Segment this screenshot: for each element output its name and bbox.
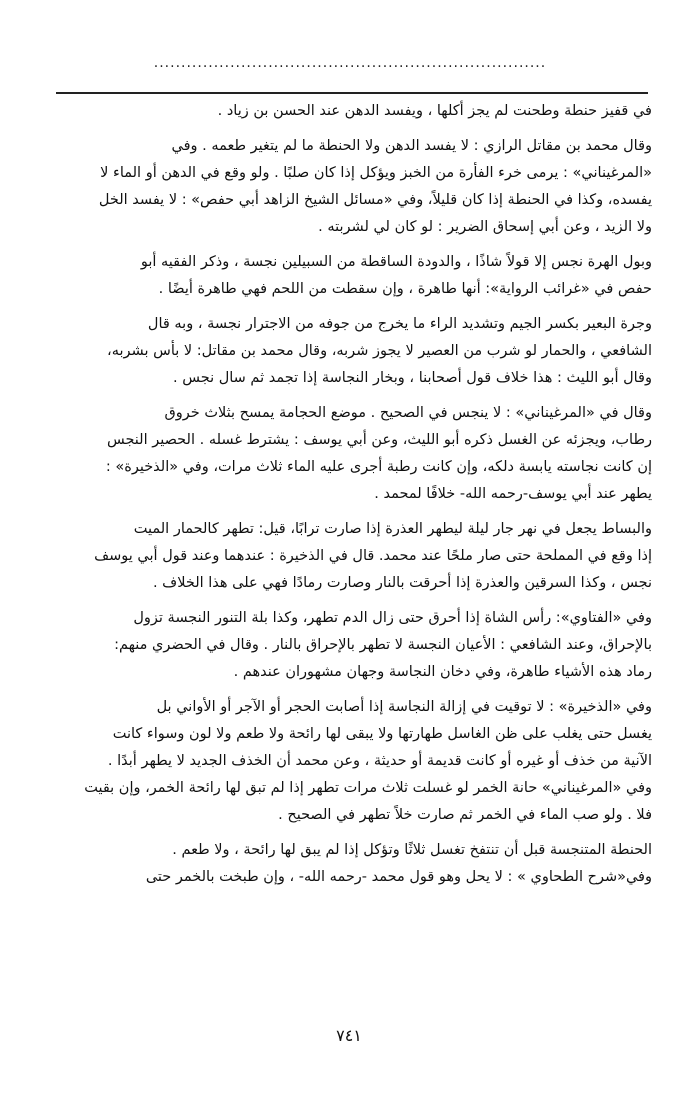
text-line: حفص في «غرائب الرواية»: أنها طاهرة ، وإن سقطت من اللحم فهي طاهرة أيضًا .	[158, 281, 652, 297]
paragraph	[48, 311, 652, 392]
text-line: رماد هذه الأشياء طاهرة، وفي دخان النجاسة وجهان مشهوران عندهم .	[233, 664, 652, 680]
text-line: الحنطة المتنجسة قبل أن تنتفخ تغسل ثلاثًا وتؤكل إذا لم يبق لها رائحة ، ولا طعم .	[172, 842, 652, 858]
text-line: ولا الزيد ، وعن أبي إسحاق الضرير : لو كان لي لشربته .	[318, 219, 652, 235]
text-line: وفي «المرغيناني» حانة الخمر لو غسلت ثلاث مرات تطهر إذا لم تبق لها رائحة الخمر، وإن بقيت	[84, 780, 652, 796]
text-line: وجرة البعير بكسر الجيم وتشديد الراء ما يخرج من جوفه من الاجترار نجسة ، وبه قال	[147, 316, 652, 332]
text-line: يفسده، وكذا في الحنطة إذا كان قليلاً، وفي «مسائل الشيخ الزاهد أبي حفص» : لا يفسد الخل	[98, 192, 652, 208]
paragraph	[48, 400, 652, 508]
body-text	[48, 98, 652, 899]
text-line: وفي«شرح الطحاوي » : لا يحل وهو قول محمد -رحمه الله- ، وإن طبخت بالخمر حتى	[145, 869, 652, 885]
text-line: وقال في «المرغيناني» : لا ينجس في الصحيح . موضع الحجامة يمسح بثلاث خروق	[164, 405, 652, 421]
text-line: إذا وقع في المملحة حتى صار ملحًا عند محمد. قال في الذخيرة : عندهما وعند قول أبي يوسف	[94, 548, 652, 564]
text-line: والبساط يجعل في نهر جار ليلة ليطهر العذرة إذا صارت ترابًا، قيل: تطهر كالحمار الميت	[133, 521, 652, 537]
text-line: نجس ، وكذا السرقين والعذرة إذا أحرقت بالنار وصارت رمادًا فهي على هذا الخلاف .	[152, 575, 652, 591]
text-line: وفي «الذخيرة» : لا توقيت في إزالة النجاسة إذا أصابت الحجر أو الآجر أو الأواني بل	[156, 699, 652, 715]
page-number: ٧٤١	[336, 1026, 362, 1045]
text-line: رطاب، ويجزئه عن الغسل ذكره أبو الليث، وعن أبي يوسف : يشترط غسله . الحصير النجس	[106, 432, 652, 448]
text-line: «المرغيناني» : يرمى خرء الفأرة من الخبز ويؤكل إذا كان صلبًا . ولو وقع في الدهن أو الماء لا	[100, 165, 652, 181]
text-line: فلا . ولو صب الماء في الخمر ثم صارت خلاً تطهر في الصحيح .	[278, 807, 652, 823]
paragraph	[48, 249, 652, 303]
text-line: بالإحراق، وعند الشافعي : الأعيان النجسة لا تطهر بالإحراق بالنار . وقال في الحضري منهم:	[114, 637, 652, 653]
paragraph	[48, 516, 652, 597]
header-rule	[56, 92, 648, 94]
text-line: وبول الهرة نجس إلا قولاً شاذًا ، والدودة الساقطة من السبيلين نجسة ، وذكر الفقيه أبو	[140, 254, 652, 270]
text-line: وقال محمد بن مقاتل الرازي : لا يفسد الدهن ولا الحنطة ما لم يتغير طعمه . وفي	[171, 138, 652, 154]
text-line: وقال أبو الليث : هذا خلاف قول أصحابنا ، وبخار النجاسة إذا تجمد ثم سال نجس .	[173, 370, 652, 386]
header-dotted-line: ........................................................................	[153, 55, 547, 71]
paragraph	[48, 605, 652, 686]
paragraph	[48, 98, 652, 125]
paragraph	[48, 694, 652, 829]
text-line: الآنية من خذف أو غيره أو كانت قديمة أو حديثة ، وعن محمد أن الخذف الجديد لا يطهر أبدًا .	[107, 753, 652, 769]
paragraph	[48, 133, 652, 241]
text-line: وفي «الفتاوي»: رأس الشاة إذا أحرق حتى زال الدم تطهر، وكذا بلة التنور النجسة تزول	[133, 610, 652, 626]
text-line: في قفيز حنطة وطحنت لم يجز أكلها ، ويفسد الدهن عند الحسن بن زياد .	[217, 103, 652, 119]
text-line: إن كانت نجاسته يابسة دلكه، وإن كانت رطبة أجرى عليه الماء ثلاث مرات، وفي «الذخيرة» :	[105, 459, 652, 475]
text-line: يطهر عند أبي يوسف-رحمه الله- خلافًا لمحمد .	[374, 486, 652, 502]
text-line: يغسل حتى يغلب على ظن الغاسل طهارتها ولا يبقى لها رائحة ولا طعم ولا لون وسواء كانت	[112, 726, 652, 742]
text-line: الشافعي ، والحمار لو شرب من العصير لا يجوز شربه، وقال محمد بن مقاتل: لا بأس بشربه،	[107, 343, 652, 359]
paragraph	[48, 837, 652, 891]
